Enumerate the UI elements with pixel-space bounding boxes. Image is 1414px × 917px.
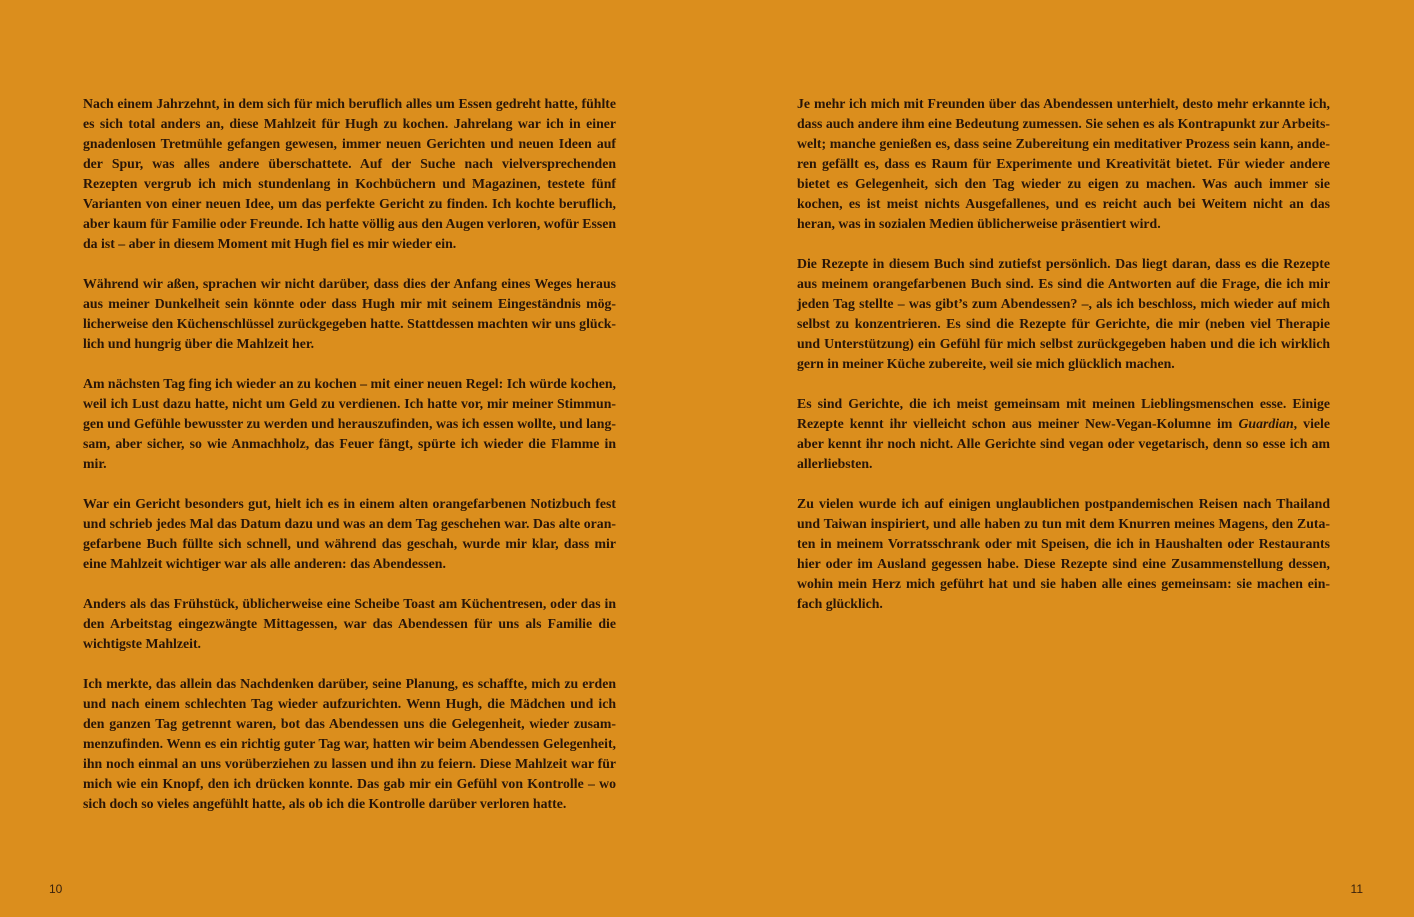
paragraph: Je mehr ich mich mit Freunden über das Abendessen unterhielt, desto mehr erkannte ich, dass auch andere ihm eine Bedeutung zumessen. Sie sehen es als Kontrapunkt zur Arbeitswelt; manche genießen es, dass seine Zubereitung ein meditativer Prozess sein kann, anderen gefällt es, dass es Raum für Experimente und Kreativität bietet. Für wieder andere bietet es Gelegenheit, sich den Tag wieder zu eigen zu machen. Was auch immer sie kochen, es ist meist nichts Ausgefallenes, und es reicht auch bei Weitem nicht an das heran, was in sozialen Medien üblicherweise präsentiert wird. xyxy=(797,96,1330,231)
text-segment: Es sind Gerichte, die ich meist gemeinsam mit meinen Lieblingsmenschen esse. Einige Rezepte kennt ihr vielleicht schon aus meiner New-Vegan-Kolumne im xyxy=(797,396,1330,431)
paragraph: Anders als das Frühstück, üblicherweise eine Scheibe Toast am Küchentresen, oder das in den Arbeitstag eingezwängte Mittagessen, war das Abendessen für uns als Familie die wichtigste Mahlzeit. xyxy=(83,596,616,651)
paragraph: Während wir aßen, sprachen wir nicht darüber, dass dies der Anfang eines Weges heraus aus meiner Dunkelheit sein könnte oder dass Hugh mir mit seinem Eingeständnis möglicherweise den Küchenschlüssel zurückgegeben hatte. Stattdessen machten wir uns glücklich und hungrig über die Mahlzeit her. xyxy=(83,276,616,351)
newspaper-name: Guardian xyxy=(1238,416,1294,431)
right-page xyxy=(707,0,1414,917)
right-text-column xyxy=(797,94,1330,634)
page-number-right: 11 xyxy=(1350,882,1363,896)
paragraph: Zu vielen wurde ich auf einigen unglaublichen postpandemischen Reisen nach Thailand und Taiwan inspiriert, und alle haben zu tun mit dem Knurren meines Magens, den Zutaten in meinem Vorratsschrank oder mit Speisen, die ich in Haushalten oder Restaurants hier oder im Ausland gegessen habe. Diese Rezepte sind eine Zusammenstellung dessen, wohin mein Herz mich geführt hat und sie haben alle eines gemeinsam: sie machen einfach glücklich. xyxy=(797,496,1330,611)
paragraph-with-emphasis xyxy=(797,394,1330,474)
paragraph: Nach einem Jahrzehnt, in dem sich für mich beruflich alles um Essen gedreht hatte, fühlte es sich total anders an, diese Mahlzeit für Hugh zu kochen. Jahrelang war ich in einer gnadenlosen Tretmühle gefangen gewesen, immer neuen Gerichten und neuen Ideen auf der Spur, was alles andere überschattete. Auf der Suche nach vielversprechenden Rezepten vergrub ich mich stundenlang in Kochbüchern und Magazinen, testete fünf Varianten von einer neuen Idee, um das perfekte Gericht zu finden. Ich kochte beruflich, aber kaum für Familie oder Freunde. Ich hatte völlig aus den Augen verloren, wofür Essen da ist – aber in diesem Moment mit Hugh fiel es mir wieder ein. xyxy=(83,96,616,251)
paragraph: Die Rezepte in diesem Buch sind zutiefst persönlich. Das liegt daran, dass es die Rezepte aus meinem orangefarbenen Buch sind. Es sind die Antworten auf die Frage, die ich mir jeden Tag stellte – was gibt’s zum Abendessen? –, als ich beschloss, mich wieder auf mich selbst zu konzentrieren. Es sind die Rezepte für Gerichte, die mir (neben viel Therapie und Unterstützung) ein Gefühl für mich selbst zurückgegeben haben und die ich wirklich gern in meiner Küche zubereite, weil sie mich glücklich machen. xyxy=(797,256,1330,371)
paragraph: Ich merkte, das allein das Nachdenken darüber, seine Planung, es schaffte, mich zu erden und nach einem schlechten Tag wieder aufzurichten. Wenn Hugh, die Mädchen und ich den ganzen Tag getrennt waren, bot das Abendessen uns die Gelegenheit, wieder zusammenzufinden. Wenn es ein richtig guter Tag war, hatten wir beim Abendessen Gelegenheit, ihn noch einmal an uns vorüberziehen zu lassen und ihn zu feiern. Diese Mahlzeit war für mich wie ein Knopf, den ich drücken konnte. Das gab mir ein Gefühl von Kontrolle – wo sich doch so vieles angefühlt hatte, als ob ich die Kontrolle darüber verloren hatte. xyxy=(83,676,616,811)
paragraph: War ein Gericht besonders gut, hielt ich es in einem alten orangefarbenen Notizbuch fest und schrieb jedes Mal das Datum dazu und was an dem Tag geschehen war. Das alte orangefarbene Buch füllte sich schnell, und während das geschah, wurde mir klar, dass mir eine Mahlzeit wichtiger war als alle anderen: das Abendessen. xyxy=(83,496,616,571)
page-number-left: 10 xyxy=(49,882,63,896)
paragraph: Am nächsten Tag fing ich wieder an zu kochen – mit einer neuen Regel: Ich würde kochen, weil ich Lust dazu hatte, nicht um Geld zu verdienen. Ich hatte vor, mir meiner Stimmungen und Gefühle bewusster zu werden und herauszufinden, was ich essen wollte, und langsam, aber sicher, so wie Anmachholz, das Feuer fängt, spürte ich wieder die Flamme in mir. xyxy=(83,376,616,471)
text-segment: , viele aber kennt ihr noch nicht. Alle Gerichte sind vegan oder vegetarisch, denn so esse ich am allerliebsten. xyxy=(797,416,1330,471)
left-text-column xyxy=(83,94,616,834)
